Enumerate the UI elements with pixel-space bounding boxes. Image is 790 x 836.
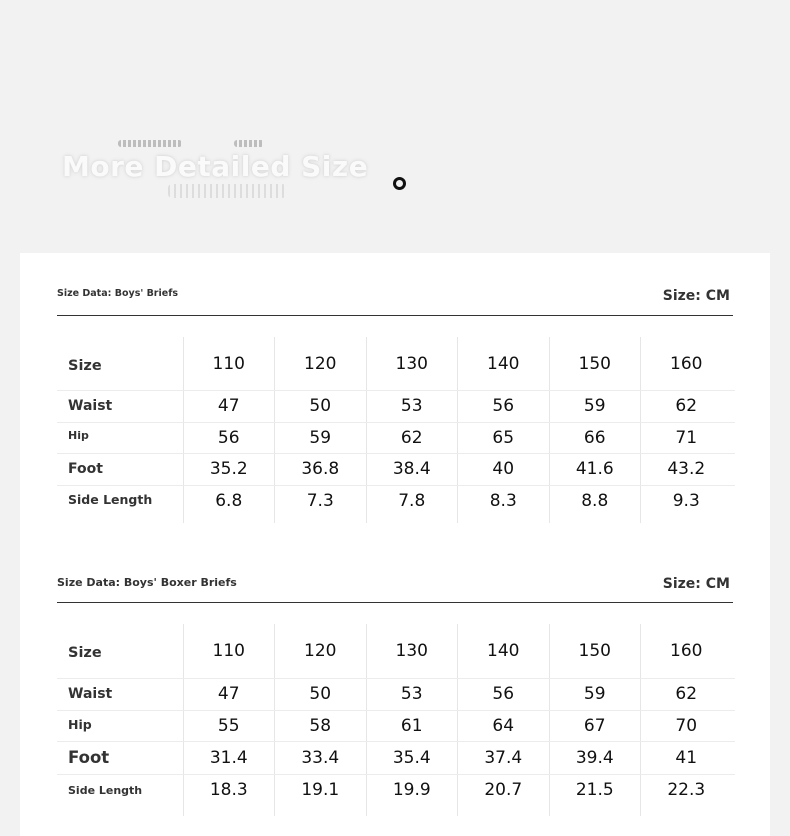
size-cell: 130 <box>395 641 428 661</box>
size-cell: 130 <box>395 353 428 374</box>
size-cell: 120 <box>304 353 337 374</box>
table-unit: Size: CM <box>662 576 730 592</box>
size-grid <box>57 337 735 523</box>
banner-title: More Detailed Size <box>62 150 369 183</box>
row-label: Size <box>68 645 102 661</box>
size-cell: 140 <box>487 353 520 374</box>
table-rule <box>57 315 733 316</box>
table-title: Size Data: Boys' Briefs <box>57 288 178 299</box>
value-cell: 64 <box>492 715 515 736</box>
value-cell: 8.8 <box>581 491 609 511</box>
size-cell: 150 <box>578 353 611 374</box>
value-cell: 40 <box>492 459 515 479</box>
value-cell: 19.9 <box>392 780 431 800</box>
table-title: Size Data: Boys' Boxer Briefs <box>57 576 237 589</box>
value-cell: 53 <box>400 684 423 704</box>
banner <box>0 0 790 253</box>
value-cell: 41.6 <box>575 459 614 479</box>
size-cell: 160 <box>670 641 703 661</box>
value-cell: 19.1 <box>301 780 340 800</box>
value-cell: 61 <box>400 715 423 736</box>
row-label: Foot <box>68 461 103 477</box>
value-cell: 59 <box>309 427 332 448</box>
value-cell: 7.3 <box>306 491 334 511</box>
value-cell: 59 <box>583 396 606 416</box>
value-cell: 56 <box>492 684 515 704</box>
value-cell: 41 <box>675 747 698 768</box>
banner-scribble <box>234 140 264 147</box>
row-label: Hip <box>68 716 92 732</box>
table-unit: Size: CM <box>662 288 730 304</box>
value-cell: 39.4 <box>575 747 614 768</box>
value-cell: 7.8 <box>398 491 426 511</box>
table-row <box>57 678 735 711</box>
value-cell: 67 <box>583 715 606 736</box>
table-row <box>57 485 735 517</box>
value-cell: 35.2 <box>209 459 248 479</box>
value-cell: 35.4 <box>392 747 431 768</box>
value-cell: 33.4 <box>301 747 340 768</box>
value-cell: 66 <box>583 427 606 448</box>
table-header-row <box>57 624 735 679</box>
value-cell: 55 <box>217 715 240 736</box>
value-cell: 47 <box>217 684 240 704</box>
value-cell: 56 <box>217 427 240 448</box>
table-rule <box>57 602 733 603</box>
size-table-briefs <box>20 253 770 543</box>
row-label: Waist <box>68 686 113 702</box>
row-label: Foot <box>68 748 110 767</box>
size-cell: 110 <box>212 641 245 661</box>
row-label: Size <box>68 357 102 374</box>
size-cell: 120 <box>304 641 337 661</box>
size-cell: 160 <box>670 353 703 374</box>
value-cell: 59 <box>583 684 606 704</box>
table-row <box>57 422 735 454</box>
value-cell: 20.7 <box>484 780 523 800</box>
value-cell: 21.5 <box>575 780 614 800</box>
value-cell: 6.8 <box>215 491 243 511</box>
ring-icon <box>393 177 406 190</box>
value-cell: 50 <box>309 396 332 416</box>
value-cell: 9.3 <box>672 491 700 511</box>
table-row <box>57 453 735 486</box>
row-label: Hip <box>68 429 89 442</box>
value-cell: 47 <box>217 396 240 416</box>
row-label: Side Length <box>68 491 153 507</box>
value-cell: 37.4 <box>484 747 523 768</box>
banner-scribble <box>118 140 182 147</box>
value-cell: 53 <box>400 396 423 416</box>
size-grid <box>57 624 735 816</box>
value-cell: 62 <box>400 427 423 448</box>
table-row <box>57 774 735 806</box>
value-cell: 31.4 <box>209 747 248 768</box>
value-cell: 50 <box>309 684 332 704</box>
value-cell: 58 <box>309 715 332 736</box>
row-label: Side Length <box>68 783 143 797</box>
size-chart-panel <box>20 253 770 836</box>
size-cell: 140 <box>487 641 520 661</box>
value-cell: 38.4 <box>392 459 431 479</box>
value-cell: 43.2 <box>667 459 706 479</box>
value-cell: 62 <box>675 396 698 416</box>
table-row <box>57 741 735 775</box>
value-cell: 8.3 <box>489 491 517 511</box>
value-cell: 18.3 <box>209 780 248 800</box>
value-cell: 36.8 <box>301 459 340 479</box>
row-label: Waist <box>68 398 113 414</box>
size-table-boxer-briefs <box>20 541 770 836</box>
size-cell: 110 <box>212 353 245 374</box>
value-cell: 65 <box>492 427 515 448</box>
value-cell: 62 <box>675 684 698 704</box>
value-cell: 56 <box>492 396 515 416</box>
table-row <box>57 390 735 423</box>
value-cell: 70 <box>675 715 698 736</box>
table-header-row <box>57 337 735 391</box>
size-cell: 150 <box>578 641 611 661</box>
value-cell: 71 <box>675 427 698 448</box>
banner-smudge <box>168 184 286 198</box>
table-row <box>57 710 735 742</box>
value-cell: 22.3 <box>667 780 706 800</box>
